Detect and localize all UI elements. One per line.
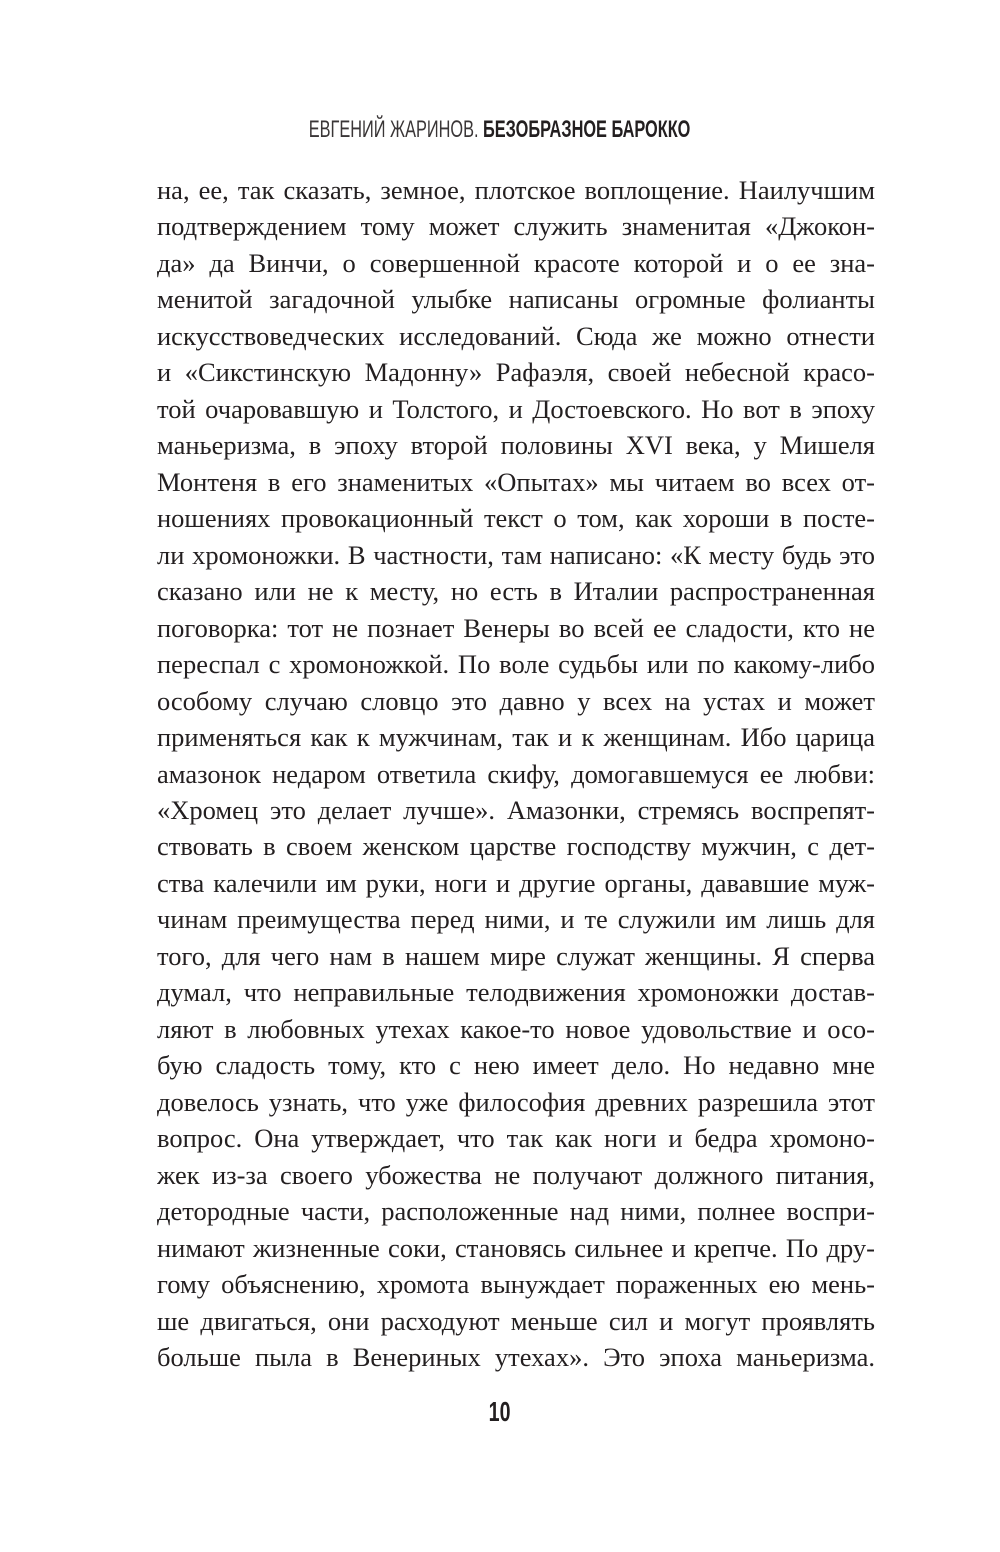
body-text xyxy=(157,172,875,1375)
running-header xyxy=(0,116,1000,144)
text-line: чинам преимущества перед ними, и те служили им лишь для xyxy=(157,904,875,935)
text-line: больше пыла в Венериных утехах». Это эпоха маньеризма. xyxy=(157,1342,875,1372)
text-line: менитой загадочной улыбке написаны огромные фолианты xyxy=(157,284,875,315)
header-book-title: БЕЗОБРАЗНОЕ БАРОККО xyxy=(483,116,691,143)
text-line: маньеризма, в эпоху второй половины XVI века, у Мишеля xyxy=(157,430,875,461)
text-line: ствовать в своем женском царстве господству мужчин, с дет- xyxy=(157,831,875,862)
text-line: на, ее, так сказать, земное, плотское воплощение. Наилучшим xyxy=(157,175,875,205)
text-line: бую сладость тому, кто с нею имеет дело. Но недавно мне xyxy=(157,1050,875,1081)
text-line: искусствоведческих исследований. Сюда же можно отнести xyxy=(157,320,875,351)
text-line: жек из-за своего убожества не получают должного питания, xyxy=(157,1159,875,1190)
text-line: Монтеня в его знаменитых «Опытах» мы читаем во всех от- xyxy=(157,466,875,497)
text-line: сказано или не к месту, но есть в Италии распространенная xyxy=(157,576,875,607)
text-line: применяться как к мужчинам, так и к женщинам. Ибо царица xyxy=(157,722,875,753)
text-line: «Хромец это делает лучше». Амазонки, стремясь воспрепят- xyxy=(157,794,875,825)
text-line: нимают жизненные соки, становясь сильнее и крепче. По дру- xyxy=(157,1232,875,1263)
text-line: вопрос. Она утверждает, что так как ноги и бедра хромоно- xyxy=(157,1123,875,1154)
text-line: поговорка: тот не познает Венеры во всей ее сладости, кто не xyxy=(157,612,875,643)
text-line: детородные части, расположенные над ними, полнее воспри- xyxy=(157,1196,875,1227)
text-line: той очаровавшую и Толстого, и Достоевского. Но вот в эпоху xyxy=(157,393,875,424)
page-number xyxy=(0,1396,1000,1428)
text-line: ли хромоножки. В частности, там написано: «К месту будь это xyxy=(157,539,875,570)
text-line: ношениях провокационный текст о том, как хороши в посте- xyxy=(157,503,875,534)
text-line: ства калечили им руки, ноги и другие органы, дававшие муж- xyxy=(157,867,875,898)
text-line: ляют в любовных утехах какое-то новое удовольствие и осо- xyxy=(157,1013,875,1044)
text-line: гому объяснению, хромота вынуждает пораженных ею мень- xyxy=(157,1269,875,1300)
text-line: думал, что неправильные телодвижения хромоножки достав- xyxy=(157,977,875,1008)
header-author: ЕВГЕНИЙ ЖАРИНОВ. xyxy=(309,116,479,143)
text-line: переспал с хромоножкой. По воле судьбы или по какому-либо xyxy=(157,649,875,680)
text-line: амазонок недаром ответила скифу, домогавшемуся ее любви: xyxy=(157,758,875,789)
text-line: того, для чего нам в нашем мире служат женщины. Я сперва xyxy=(157,940,875,971)
text-line: особому случаю словцо это давно у всех на устах и может xyxy=(157,685,875,716)
text-line: да» да Винчи, о совершенной красоте которой и о ее зна- xyxy=(157,247,875,278)
text-line: ше двигаться, они расходуют меньше сил и могут проявлять xyxy=(157,1305,875,1336)
page-number-text: 10 xyxy=(489,1396,511,1427)
text-line: подтверждением тому может служить знаменитая «Джокон- xyxy=(157,211,875,242)
text-line: и «Сикстинскую Мадонну» Рафаэля, своей небесной красо- xyxy=(157,357,875,388)
text-line: довелось узнать, что уже философия древних разрешила этот xyxy=(157,1086,875,1117)
